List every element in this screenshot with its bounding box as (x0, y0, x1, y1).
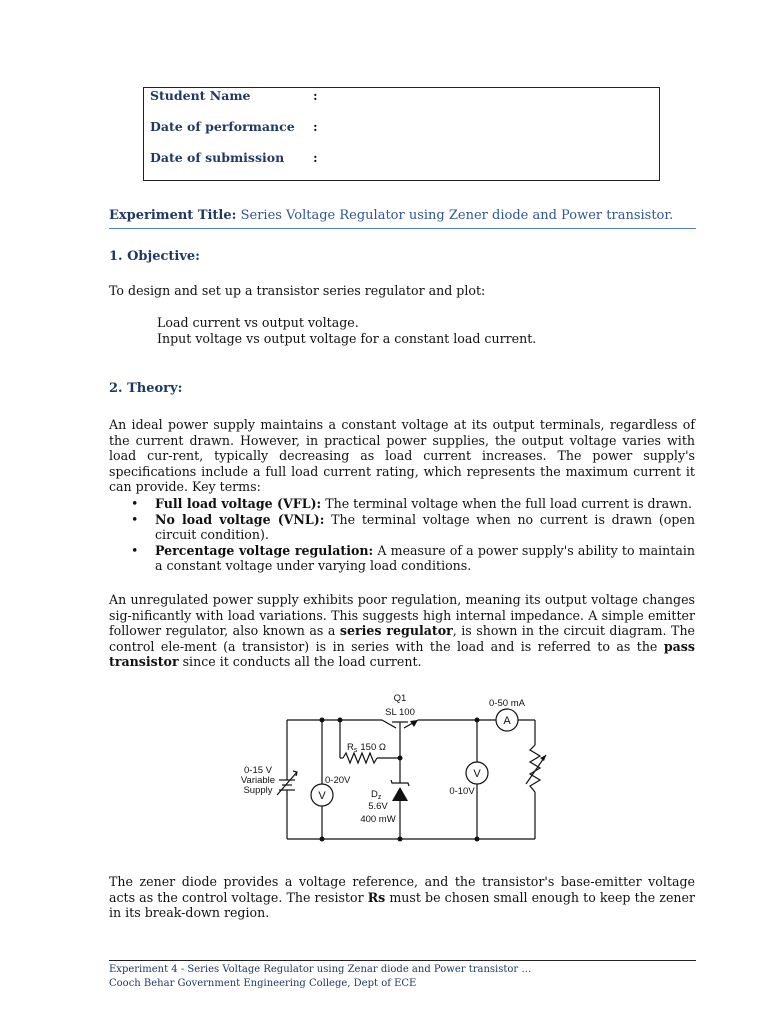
theory-paragraph-1: An ideal power supply maintains a constant voltage at its output terminals, regardless of the current drawn. However, in practical power supplies, the output voltage varies with load cur-rent, typically decreasing as load current increases. The power supply's specifications include a full load current rating, which represents the maximum current it can provide. Key terms: (109, 417, 695, 495)
output-voltmeter (466, 762, 488, 784)
student-name-row (150, 88, 318, 103)
circuit-diagram (236, 688, 556, 848)
junction-dot (398, 837, 403, 842)
footer-line-2: Cooch Behar Government Engineering College, Dept of ECE (109, 978, 417, 989)
student-name-colon: : (313, 88, 318, 103)
zener-power-label: 400 mW (360, 814, 396, 825)
junction-dot (338, 718, 343, 723)
objective-item-2: Input voltage vs output voltage for a constant load current. (157, 331, 537, 346)
q1-part-label: SL 100 (385, 707, 415, 718)
list-item (109, 496, 695, 512)
date-of-submission-label: Date of submission (150, 150, 285, 165)
supply-label-line3: Supply (243, 785, 273, 796)
output-voltmeter-symbol: V (473, 768, 481, 780)
bullet-icon: • (131, 511, 139, 527)
para2-text-e: since it conducts all the load current. (178, 654, 422, 670)
para3-text-c: must be chosen small enough to keep the zener in its break-down region. (109, 889, 695, 921)
experiment-title-value: Series Voltage Regulator using Zener diode and Power transistor. (240, 208, 674, 223)
junction-dot (475, 837, 480, 842)
load-rheostat-symbol (530, 745, 540, 792)
zener-prefix: D (371, 789, 378, 800)
junction-dot (320, 837, 325, 842)
key-terms-list (109, 496, 695, 574)
date-of-performance-colon: : (313, 119, 318, 134)
para2-text-a: An unregulated power supply exhibits poor regulation, meaning its output voltage changes sig-nificantly with load variations. This suggests high internal impedance. A simple emitter follower regulator, also known as a (109, 592, 695, 639)
experiment-title-label: Experiment Title: (109, 208, 237, 223)
series-regulator-term: series regulator (339, 623, 453, 639)
student-name-label: Student Name (150, 88, 251, 103)
date-of-submission-colon: : (313, 150, 318, 165)
bullet-term: Full load voltage (VFL): (155, 496, 322, 511)
transistor-collector (382, 720, 396, 728)
page-footer (109, 960, 696, 991)
rs-term: Rs (367, 889, 386, 905)
objective-heading: 1. Objective: (109, 249, 200, 264)
bullet-term: No load voltage (VNL): (155, 511, 325, 527)
objective-item-1: Load current vs output voltage. (157, 315, 359, 330)
junction-dot (475, 718, 480, 723)
experiment-title (109, 208, 696, 229)
date-of-submission-row (150, 150, 318, 165)
input-voltmeter-symbol: V (318, 790, 326, 802)
resistor-rs-symbol (343, 753, 377, 763)
junction-dot (398, 756, 403, 761)
supply-label-line1: 0-15 V (244, 765, 272, 776)
ammeter (496, 709, 518, 731)
zener-voltage-label: 5.6V (368, 801, 388, 812)
resistor-value: 150 Ω (360, 742, 386, 753)
vin-range-label: 0-20V (325, 775, 351, 786)
supply-label-line2: Variable (240, 775, 276, 786)
bullet-desc: The terminal voltage when no current is drawn (open circuit condition). (155, 511, 695, 543)
list-item (109, 543, 695, 574)
zener-diode-symbol (391, 780, 409, 801)
q1-label: Q1 (393, 693, 407, 704)
zener-diode-icon (392, 787, 408, 801)
date-of-performance-row (150, 119, 318, 134)
bullet-term: Percentage voltage regulation: (155, 542, 374, 558)
bullet-icon: • (131, 542, 139, 558)
para3-text-a: The zener diode provides a voltage reference, and the transistor's base-emitter voltage acts as the control voltage. The resistor (109, 874, 695, 905)
bullet-desc: The terminal voltage when the full load current is drawn. (325, 496, 693, 511)
resistor-subscript: s (353, 747, 358, 754)
zener-label (371, 789, 382, 801)
resistor-label (347, 742, 386, 754)
input-voltmeter (311, 784, 333, 806)
bullet-icon: • (131, 496, 139, 511)
ammeter-range-label: 0-50 mA (489, 698, 525, 709)
date-of-performance-label: Date of performance (150, 119, 295, 134)
junction-dot (320, 718, 325, 723)
theory-paragraph-2 (109, 592, 695, 670)
list-item (109, 512, 695, 543)
ammeter-symbol: A (503, 715, 511, 727)
footer-line-1: Experiment 4 - Series Voltage Regulator using Zenar diode and Power transistor … (109, 964, 532, 975)
para2-text-c: , is shown in the circuit diagram. The control ele-ment (a transistor) is in series with the load and is referred to as the (109, 623, 696, 654)
theory-paragraph-3 (109, 874, 695, 921)
resistor-prefix: R (347, 742, 354, 753)
objective-intro: To design and set up a transistor series regulator and plot: (109, 283, 486, 298)
student-info-box (143, 87, 660, 181)
vout-range-label: 0-10V (449, 786, 475, 797)
theory-heading: 2. Theory: (109, 381, 183, 396)
bullet-desc: A measure of a power supply's ability to maintain a constant voltage under varying load conditions. (155, 542, 695, 574)
zener-subscript: z (377, 794, 382, 801)
pass-transistor-term: pass transistor (109, 638, 695, 670)
